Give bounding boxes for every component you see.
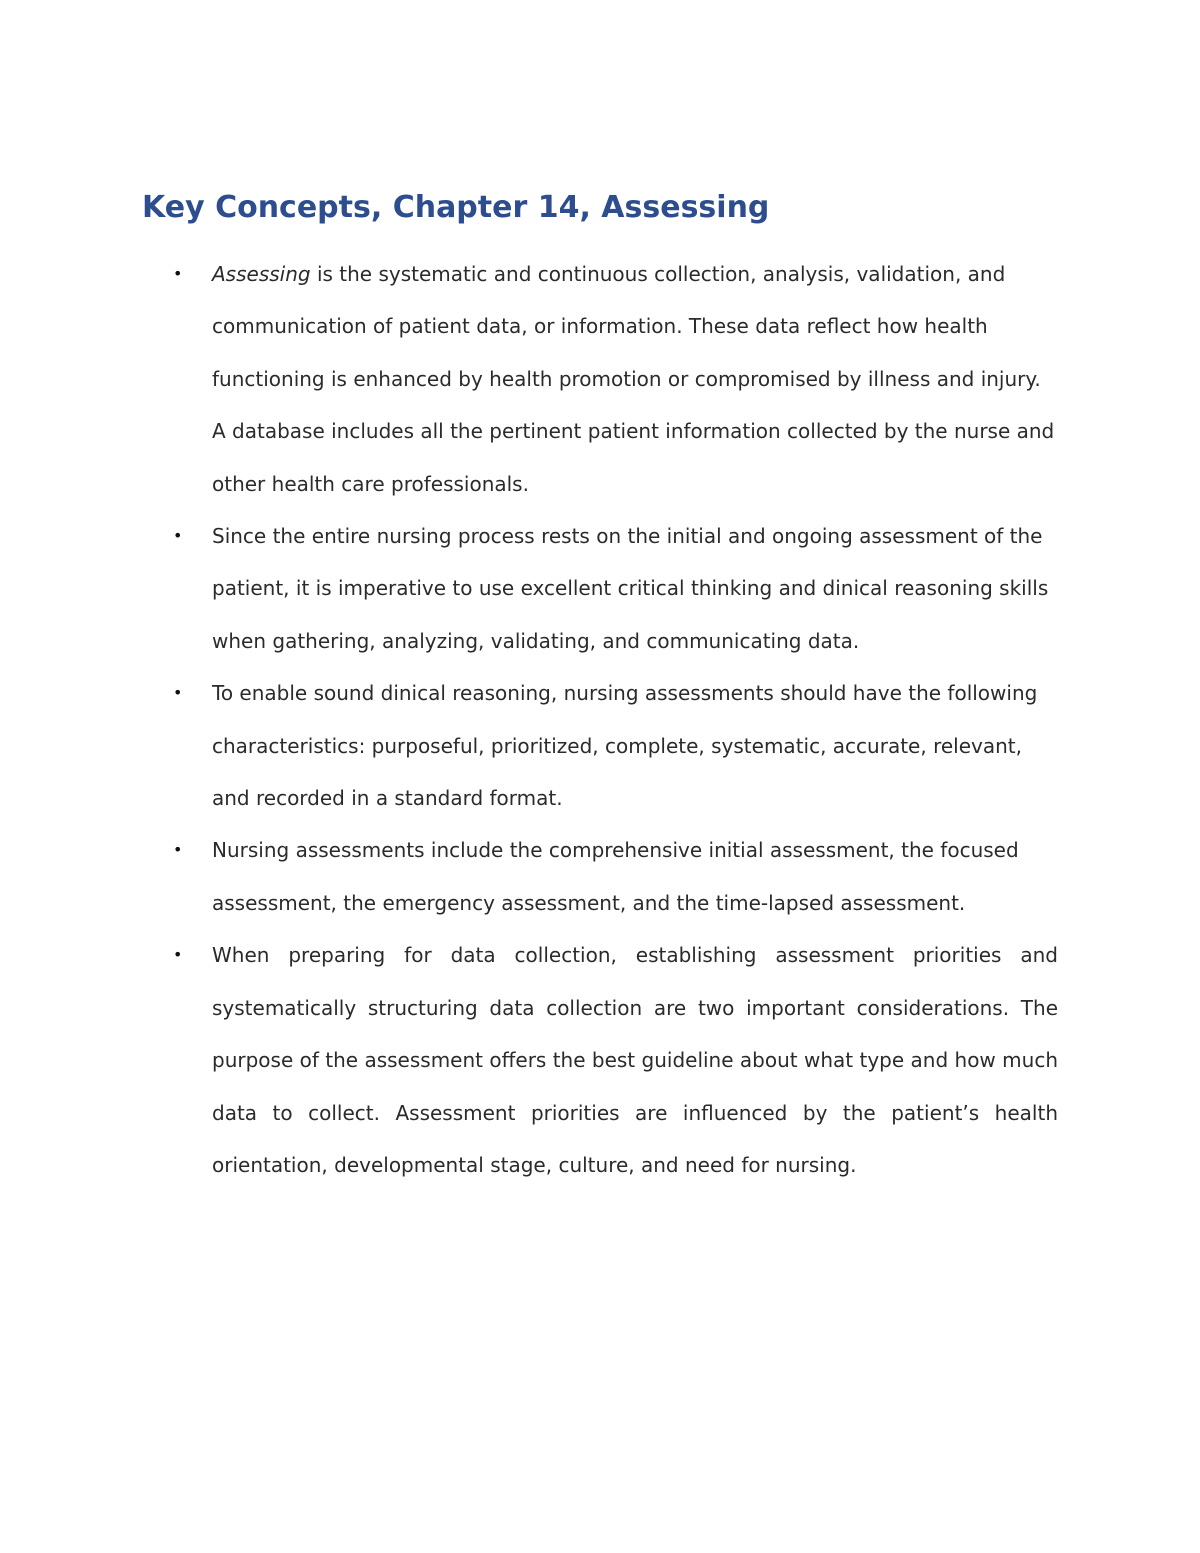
bullet-icon: • [173,264,183,283]
bullet-icon: • [173,945,183,965]
list-item [173,248,1058,510]
list-item [173,667,1058,824]
bullet-icon: • [173,840,183,860]
key-concepts-list [173,248,1058,1191]
bullet-icon: • [173,526,183,546]
bullet-icon: • [173,683,183,703]
list-item [173,510,1058,667]
list-item-text: Nursing assessments include the comprehensive initial assessment, the focused assessment, the emergency assessment, and the time-lapsed assessment. [212,838,1019,915]
document-title: Key Concepts, Chapter 14, Assessing [142,190,770,225]
emphasized-term: Assessing [212,262,311,286]
list-item-text: is the systematic and continuous collection, analysis, validation, and communication of patient data, or information. These data reflect how health functioning is enhanced by health promotion or compromised by illness and injury. A database includes all the pertinent patient information collected by the nurse and other health care professionals. [212,262,1055,496]
list-item [173,929,1058,1191]
list-item-text: Since the entire nursing process rests on the initial and ongoing assessment of the patient, it is imperative to use excellent critical thinking and dinical reasoning skills when gathering, analyzing, validating, and communicating data. [212,524,1049,653]
list-item [173,824,1058,929]
list-item-text: When preparing for data collection, establishing assessment priorities and systematically structuring data collection are two important considerations. The purpose of the assessment offers the best guideline about what type and how much data to collect. Assessment priorities are influenced by the patient’s health orientation, developmental stage, culture, and need for nursing. [212,943,1058,1177]
list-item-text: To enable sound dinical reasoning, nursing assessments should have the following characteristics: purposeful, prioritized, complete, systematic, accurate, relevant, and recorded in a standard format. [212,681,1038,811]
